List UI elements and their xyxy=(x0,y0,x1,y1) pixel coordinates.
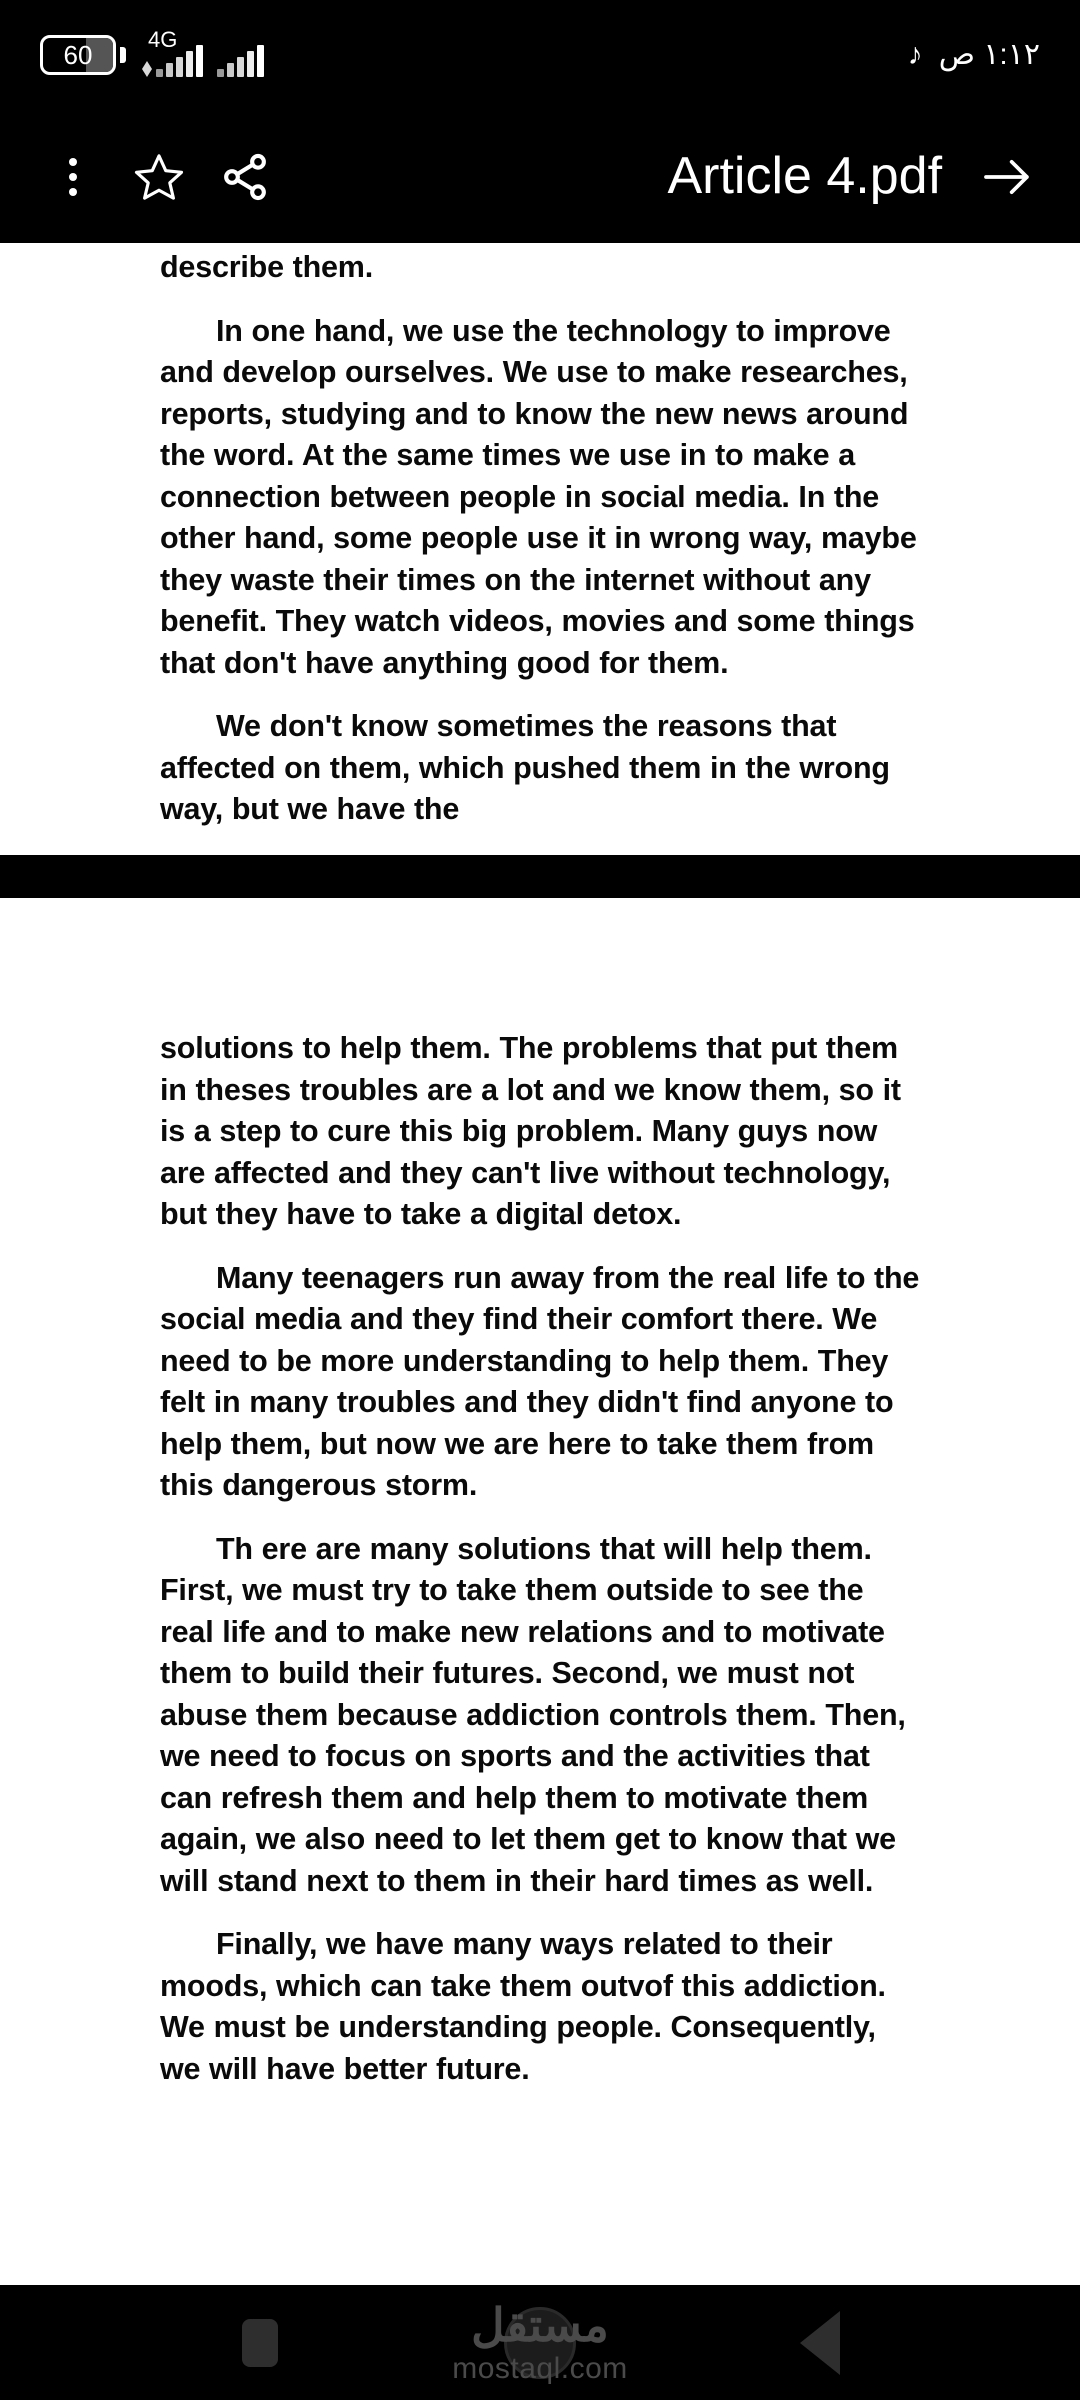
status-bar-right-group xyxy=(908,40,1040,70)
music-note-icon: ♪ xyxy=(907,38,923,71)
battery-cap xyxy=(120,47,126,63)
battery-icon xyxy=(40,35,116,75)
paragraph: In one hand, we use the technology to improve and develop ourselves. We use to make researches, reports, studying and to know the new news around the word. At the same times we use in to make a connection between people in social media. In the other hand, some people use it in wrong way, maybe they waste their times on the internet without any benefit. They watch videos, movies and some things that don't have anything good for them. xyxy=(160,313,917,680)
paragraph: Finally, we have many ways related to their moods, which can take them outvof this addiction. We must be understanding people. Consequently, we will have better future. xyxy=(160,1927,886,2086)
home-button[interactable] xyxy=(485,2288,595,2398)
page-separator xyxy=(0,855,1080,898)
system-navigation-bar xyxy=(0,2285,1080,2400)
recents-square-icon xyxy=(242,2319,278,2367)
network-type-label: 4G xyxy=(148,27,178,52)
app-toolbar xyxy=(0,110,1080,243)
overflow-menu-icon xyxy=(69,158,77,196)
overflow-menu-button[interactable] xyxy=(30,134,116,220)
star-outline-icon xyxy=(132,150,186,204)
back-button[interactable] xyxy=(765,2288,875,2398)
watermark-arabic-label: مستقل xyxy=(471,2298,609,2351)
pdf-page-2 xyxy=(0,898,1080,2285)
forward-button[interactable] xyxy=(964,134,1050,220)
paragraph: solutions to help them. The problems that put them in theses troubles are a lot and we know them, so it is a step to cure this big problem. Many guys now are affected and they can't live without technology, but they have to take a digital detox. xyxy=(160,1031,901,1231)
arrow-right-icon xyxy=(979,149,1035,205)
network-indicator xyxy=(142,27,203,77)
share-button[interactable] xyxy=(202,134,288,220)
share-icon xyxy=(219,151,271,203)
battery-level-label: 60 xyxy=(63,40,93,70)
bookmark-button[interactable] xyxy=(116,134,202,220)
status-bar xyxy=(0,0,1080,110)
pdf-document-viewer[interactable] xyxy=(0,243,1080,2285)
paragraph: Th ere are many solutions that will help them. First, we must try to take them outside to see the real life and to make new relations and to motivate them to build their futures. Second, we must not abuse them because addiction controls them. Then, we need to focus on sports and the activities that can refresh them and help them to motivate them again, we also need to let them get to know that we will stand next to them in their hard times as well. xyxy=(160,1531,906,1898)
home-circle-icon xyxy=(504,2307,576,2379)
paragraph: Many teenagers run away from the real life to the social media and they find their comfort there. We need to be more understanding to help them. They felt in many troubles and they didn't find anyone to help them, but now we are here to take them from this dangerous storm. xyxy=(160,1260,920,1502)
recents-button[interactable] xyxy=(205,2288,315,2398)
status-bar-clock: ١:١٢ ص xyxy=(938,38,1040,71)
paragraph: We don't know sometimes the reasons that affected on them, which pushed them in the wrong way, but we have the xyxy=(160,709,890,826)
document-title: Article 4.pdf xyxy=(667,147,943,205)
data-transfer-icon xyxy=(142,61,154,77)
watermark-latin-label: mostaql.com xyxy=(452,2351,628,2385)
status-bar-left-group xyxy=(40,27,264,77)
network-indicator-secondary xyxy=(217,33,264,77)
back-triangle-icon xyxy=(800,2311,840,2375)
signal-bars-sim2 xyxy=(217,47,264,77)
paragraph: describe them. xyxy=(160,250,373,284)
battery-indicator xyxy=(40,35,128,75)
pdf-page-1 xyxy=(0,243,1080,855)
